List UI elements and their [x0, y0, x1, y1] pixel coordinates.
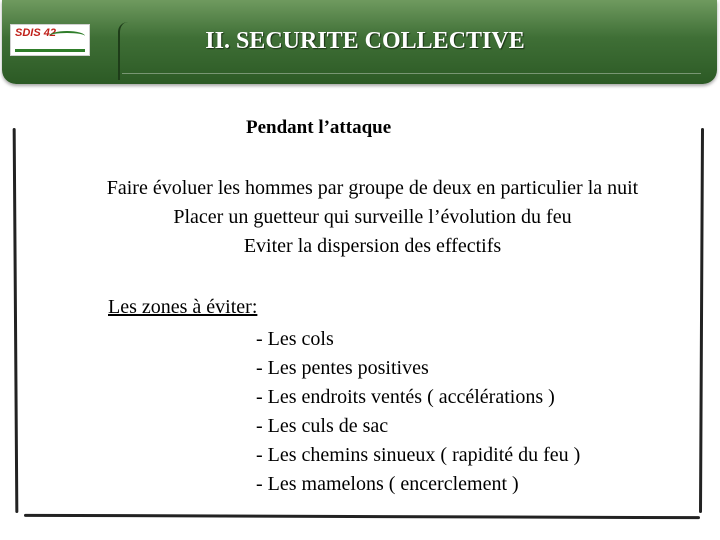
instruction-item: Faire évoluer les hommes par groupe de deux en particulier la nuit — [106, 177, 639, 199]
zone-item: - Les pentes positives — [256, 357, 429, 379]
frame-left-border — [13, 128, 19, 513]
zone-item: - Les chemins sinueux ( rapidité du feu ) — [256, 444, 581, 466]
zones-list — [256, 325, 580, 499]
instruction-item: Eviter la dispersion des effectifs — [243, 235, 502, 257]
instruction-item: Placer un guetteur qui surveille l’évolution du feu — [173, 206, 572, 228]
instruction-list — [40, 174, 705, 261]
header-underline — [122, 73, 701, 74]
slide-title: II. SECURITE COLLECTIVE — [205, 28, 525, 54]
logo-text: SDIS 42 — [15, 27, 56, 39]
frame-bottom-border — [24, 514, 700, 519]
logo-swoosh-icon — [49, 31, 85, 41]
zone-item: - Les endroits ventés ( accélérations ) — [256, 386, 555, 408]
header-banner — [2, 0, 717, 84]
zone-item: - Les culs de sac — [256, 415, 389, 437]
logo-bar — [15, 49, 85, 52]
section-subtitle: Pendant l’attaque — [246, 117, 392, 138]
zone-item: - Les cols — [256, 328, 334, 350]
zones-heading: Les zones à éviter: — [108, 296, 258, 318]
sdis-logo — [10, 24, 90, 56]
zone-item: - Les mamelons ( encerclement ) — [256, 473, 519, 495]
